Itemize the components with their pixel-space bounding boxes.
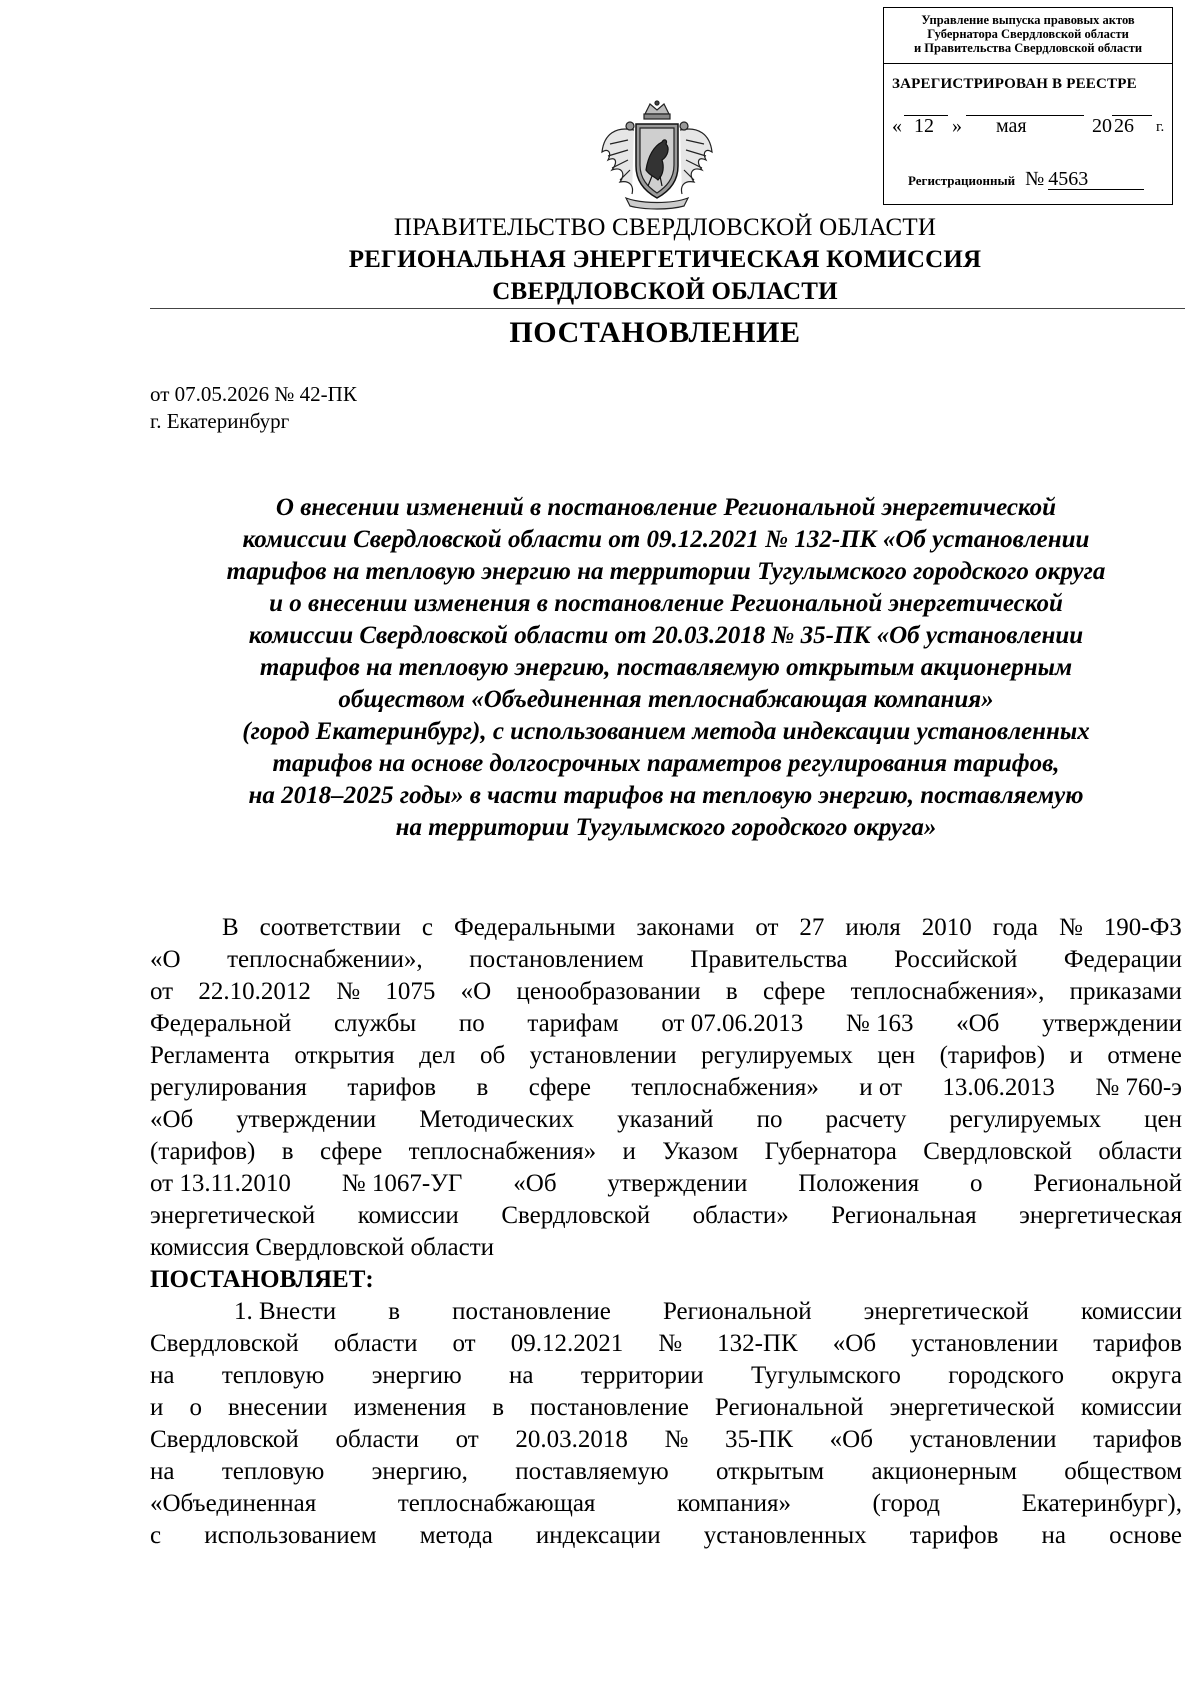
body-word: тарифов [1093, 1426, 1182, 1453]
body-word: ценообразовании [516, 978, 701, 1005]
body-word: установлении [909, 1426, 1057, 1453]
body-word: (тарифов) [939, 1042, 1046, 1069]
commission-title: РЕГИОНАЛЬНАЯ ЭНЕРГЕТИЧЕСКАЯ КОМИССИЯ [348, 246, 982, 273]
body-word: индексации [535, 1522, 661, 1549]
body-word: области [1098, 1138, 1182, 1165]
stamp-date-year-prefix: 20 [1092, 115, 1112, 137]
body-line [150, 976, 1182, 1008]
body-word: № [664, 1426, 689, 1453]
body-word: утверждении [1042, 1010, 1182, 1037]
body-word: Региональной [714, 1394, 864, 1421]
body-word: открытия [294, 1042, 395, 1069]
body-word: Екатеринбург), [1021, 1490, 1182, 1517]
body-line [150, 1360, 1182, 1392]
title-line: тарифов на тепловую энергию на территории Тугулымского городского округа [226, 558, 1106, 585]
body-word: соответствии [259, 914, 401, 941]
body-word: теплоснабжении», [227, 946, 423, 973]
body-word: приказами [1069, 978, 1182, 1005]
body-word: метода [419, 1522, 493, 1549]
body-word: Свердловской [150, 1330, 299, 1357]
body-word: тарифов [347, 1074, 437, 1101]
title-line: комиссии Свердловской области от 20.03.2018 № 35-ПК «Об установлении [248, 622, 1084, 649]
body-word: Региональной [1033, 1170, 1182, 1197]
body-word: комиссии [1080, 1298, 1182, 1325]
body-word: 2010 [921, 914, 972, 941]
body-word: энергетической [889, 1394, 1055, 1421]
body-word: цен [1144, 1106, 1182, 1133]
document-body [150, 912, 1182, 1552]
body-word: постановление [530, 1394, 689, 1421]
body-word: 190-ФЗ [1103, 914, 1182, 941]
body-line [150, 1008, 1182, 1040]
stamp-header-line: Губернатора Свердловской области [927, 27, 1129, 41]
body-word: № 760-э [1095, 1074, 1182, 1101]
body-word: от 13.11.2010 [150, 1170, 291, 1197]
title-line: (город Екатеринбург), с использованием метода индексации установленных [242, 718, 1090, 745]
body-word: поставляемую [515, 1458, 669, 1485]
body-word: утверждении [607, 1170, 748, 1197]
stamp-header [884, 8, 1172, 64]
body-word: цен [877, 1042, 916, 1069]
body-word: от [455, 1426, 479, 1453]
body-word: Российской [894, 946, 1018, 973]
body-word: № [336, 978, 361, 1005]
body-line [150, 1328, 1182, 1360]
body-line [150, 1456, 1182, 1488]
body-word: тепловую [221, 1458, 325, 1485]
body-word: июля [845, 914, 901, 941]
body-word: 35-ПК [724, 1426, 794, 1453]
body-word: и [1069, 1042, 1083, 1069]
body-word: на [509, 1362, 534, 1389]
body-word: Положения [798, 1170, 920, 1197]
body-word: в [492, 1394, 505, 1421]
document-title [150, 492, 1182, 844]
stamp-date [892, 115, 1172, 139]
title-line: тарифов на основе долгосрочных параметров регулирования тарифов, [272, 750, 1060, 777]
body-word: и от [859, 1074, 902, 1101]
body-word: области» [692, 1202, 789, 1229]
body-word: постановление [452, 1298, 611, 1325]
stamp-header-line: Управление выпуска правовых актов [921, 13, 1135, 27]
coat-of-arms-emblem [598, 100, 716, 210]
body-word: энергию [371, 1362, 462, 1389]
body-word: в [476, 1074, 489, 1101]
body-word: тарифов [909, 1522, 999, 1549]
body-word: энергетическая [1019, 1202, 1182, 1229]
body-word: по [756, 1106, 783, 1133]
body-word: акционерным [871, 1458, 1017, 1485]
body-line [150, 1424, 1182, 1456]
body-word: (тарифов) [150, 1138, 256, 1165]
body-word: по [458, 1010, 485, 1037]
stamp-date-open-quote: « [892, 115, 902, 137]
body-word: «О [460, 978, 492, 1005]
body-word: № [1058, 914, 1083, 941]
body-word: «Об [150, 1106, 194, 1133]
body-word: теплоснабжения» [631, 1074, 819, 1101]
body-word: «Об [956, 1010, 1000, 1037]
body-line [150, 1520, 1182, 1552]
body-word: о [189, 1394, 202, 1421]
stamp-date-suffix: г. [1156, 119, 1165, 135]
title-line: на территории Тугулымского городского округа» [395, 814, 937, 841]
body-word: от 07.06.2013 [661, 1010, 804, 1037]
body-line [150, 1072, 1182, 1104]
body-word: утверждении [236, 1106, 377, 1133]
body-word: в [281, 1138, 294, 1165]
document-date-number: от 07.05.2026 № 42-ПК [150, 382, 357, 406]
body-word: установлении [911, 1330, 1059, 1357]
body-word: регулируемых [701, 1042, 853, 1069]
body-word: области [335, 1426, 420, 1453]
stamp-registered-label: ЗАРЕГИСТРИРОВАН В РЕЕСТРЕ [892, 76, 1137, 92]
body-word: Федеральной [150, 1010, 292, 1037]
body-word: теплоснабжающая [397, 1490, 596, 1517]
body-word: Методических [419, 1106, 575, 1133]
body-line [150, 912, 1182, 944]
body-word: использованием [204, 1522, 377, 1549]
body-line-last: комиссия Свердловской области [150, 1234, 495, 1261]
body-word: Указом [662, 1138, 739, 1165]
stamp-header-line: и Правительства Свердловской области [913, 41, 1143, 55]
stamp-reg-number-row [908, 168, 1144, 191]
body-word: в [388, 1298, 401, 1325]
body-word: 1075 [385, 978, 436, 1005]
body-word: и [622, 1138, 636, 1165]
body-word: регулирования [150, 1074, 307, 1101]
body-word: «О [150, 946, 181, 973]
body-word: «Об [513, 1170, 557, 1197]
header-divider [150, 308, 1185, 309]
body-word: 132-ПК [717, 1330, 798, 1357]
body-word: городского [948, 1362, 1064, 1389]
body-word: области [333, 1330, 418, 1357]
title-line: и о внесении изменения в постановление Региональной энергетической [269, 590, 1063, 617]
body-word: дел [419, 1042, 456, 1069]
body-word: и [150, 1394, 164, 1421]
body-word: тепловую [221, 1362, 325, 1389]
body-word: Федерации [1063, 946, 1182, 973]
body-word: Региональная [831, 1202, 977, 1229]
body-word: об [479, 1042, 506, 1069]
body-word: службы [333, 1010, 417, 1037]
body-word: энергию, [371, 1458, 468, 1485]
body-word: Губернатора [764, 1138, 897, 1165]
body-word: законами [636, 914, 735, 941]
body-word: № 163 [845, 1010, 914, 1037]
body-word: округа [1111, 1362, 1182, 1389]
body-line [150, 1200, 1182, 1232]
title-line: О внесении изменений в постановление Региональной энергетической [275, 494, 1057, 521]
region-title: СВЕРДЛОВСКОЙ ОБЛАСТИ [492, 278, 838, 305]
body-word: Тугулымского [750, 1362, 901, 1389]
body-word: энергетической [150, 1202, 316, 1229]
title-line: обществом «Объединенная теплоснабжающая компания» [338, 686, 994, 713]
body-word: Свердловской [150, 1426, 299, 1453]
body-word: на [1041, 1522, 1067, 1549]
body-word: установленных [703, 1522, 867, 1549]
body-word: на [150, 1362, 175, 1389]
body-word: от [755, 914, 779, 941]
body-word: «Об [829, 1426, 873, 1453]
decree-word: ПОСТАНОВЛЯЕТ: [150, 1266, 374, 1293]
body-word: № [658, 1330, 683, 1357]
body-word: сфере [319, 1138, 383, 1165]
body-word: теплоснабжения», [850, 978, 1045, 1005]
body-word: 09.12.2021 [510, 1330, 624, 1357]
body-line [150, 1136, 1182, 1168]
body-word: постановлением [469, 946, 644, 973]
body-word: тарифов [1093, 1330, 1182, 1357]
body-word: 13.06.2013 [942, 1074, 1055, 1101]
stamp-reg-label: Регистрационный [908, 173, 1016, 188]
body-word: теплоснабжения» [408, 1138, 597, 1165]
stamp-date-year-suffix: 26 [1114, 115, 1134, 137]
body-word: от [150, 978, 174, 1005]
stamp-reg-no-sign: № [1025, 168, 1045, 190]
body-word: регулируемых [949, 1106, 1102, 1133]
title-line: тарифов на тепловую энергию, поставляемую открытым акционерным [259, 654, 1073, 681]
body-word: комиссии [357, 1202, 459, 1229]
title-line: комиссии Свердловской области от 09.12.2021 № 132-ПК «Об установлении [242, 526, 1090, 553]
body-word: Свердловской [501, 1202, 651, 1229]
body-word: Правительства [690, 946, 848, 973]
body-line [150, 1040, 1182, 1072]
body-word: установлении [529, 1042, 677, 1069]
body-word: с [421, 914, 433, 941]
body-word: 20.03.2018 [515, 1426, 628, 1453]
stamp-date-close-quote: » [952, 115, 962, 137]
body-word: 22.10.2012 [198, 978, 311, 1005]
body-word: расчету [825, 1106, 907, 1133]
body-word: о [969, 1170, 983, 1197]
body-word: тарифам [527, 1010, 619, 1037]
body-word: на [150, 1458, 175, 1485]
body-word: «Об [832, 1330, 877, 1357]
body-line [150, 1168, 1182, 1200]
stamp-date-month: мая [996, 115, 1027, 137]
registration-stamp [883, 7, 1173, 205]
body-word: сфере [763, 978, 826, 1005]
document-city: г. Екатеринбург [150, 409, 290, 433]
body-word: компания» [677, 1490, 791, 1517]
body-word: «Объединенная [150, 1490, 317, 1517]
body-line [150, 1104, 1182, 1136]
body-line [150, 1296, 1182, 1328]
body-line [150, 944, 1182, 976]
body-word: внесении [228, 1394, 328, 1421]
body-line [150, 1488, 1182, 1520]
body-word: № 1067-УГ [341, 1170, 463, 1197]
government-title: ПРАВИТЕЛЬСТВО СВЕРДЛОВСКОЙ ОБЛАСТИ [393, 214, 937, 241]
stamp-reg-number: 4563 [1048, 169, 1144, 190]
body-word: в [725, 978, 738, 1005]
body-word: Свердловской [923, 1138, 1073, 1165]
body-word: (город [872, 1490, 940, 1517]
body-word: года [992, 914, 1038, 941]
body-word: обществом [1064, 1458, 1182, 1485]
body-word: с [150, 1522, 162, 1549]
body-word: основе [1109, 1522, 1182, 1549]
body-word: изменения [353, 1394, 467, 1421]
body-word: территории [580, 1362, 704, 1389]
body-word: комиссии [1080, 1394, 1182, 1421]
body-word: Федеральными [453, 914, 616, 941]
body-word: 27 [799, 914, 825, 941]
body-word: указаний [617, 1106, 714, 1133]
body-word: открытым [716, 1458, 825, 1485]
body-word: 1. Внести [234, 1298, 337, 1325]
body-word: Региональной [662, 1298, 812, 1325]
body-word: сфере [528, 1074, 591, 1101]
document-type: ПОСТАНОВЛЕНИЕ [509, 316, 801, 349]
document-meta [150, 381, 357, 435]
body-line [150, 1392, 1182, 1424]
title-line: на 2018–2025 годы» в части тарифов на тепловую энергию, поставляемую [248, 782, 1084, 809]
body-word: Регламента [150, 1042, 270, 1069]
body-word: энергетической [863, 1298, 1029, 1325]
stamp-date-day: 12 [914, 115, 934, 137]
body-word: от [452, 1330, 476, 1357]
body-word: В [222, 914, 239, 941]
body-word: отмене [1107, 1042, 1182, 1069]
